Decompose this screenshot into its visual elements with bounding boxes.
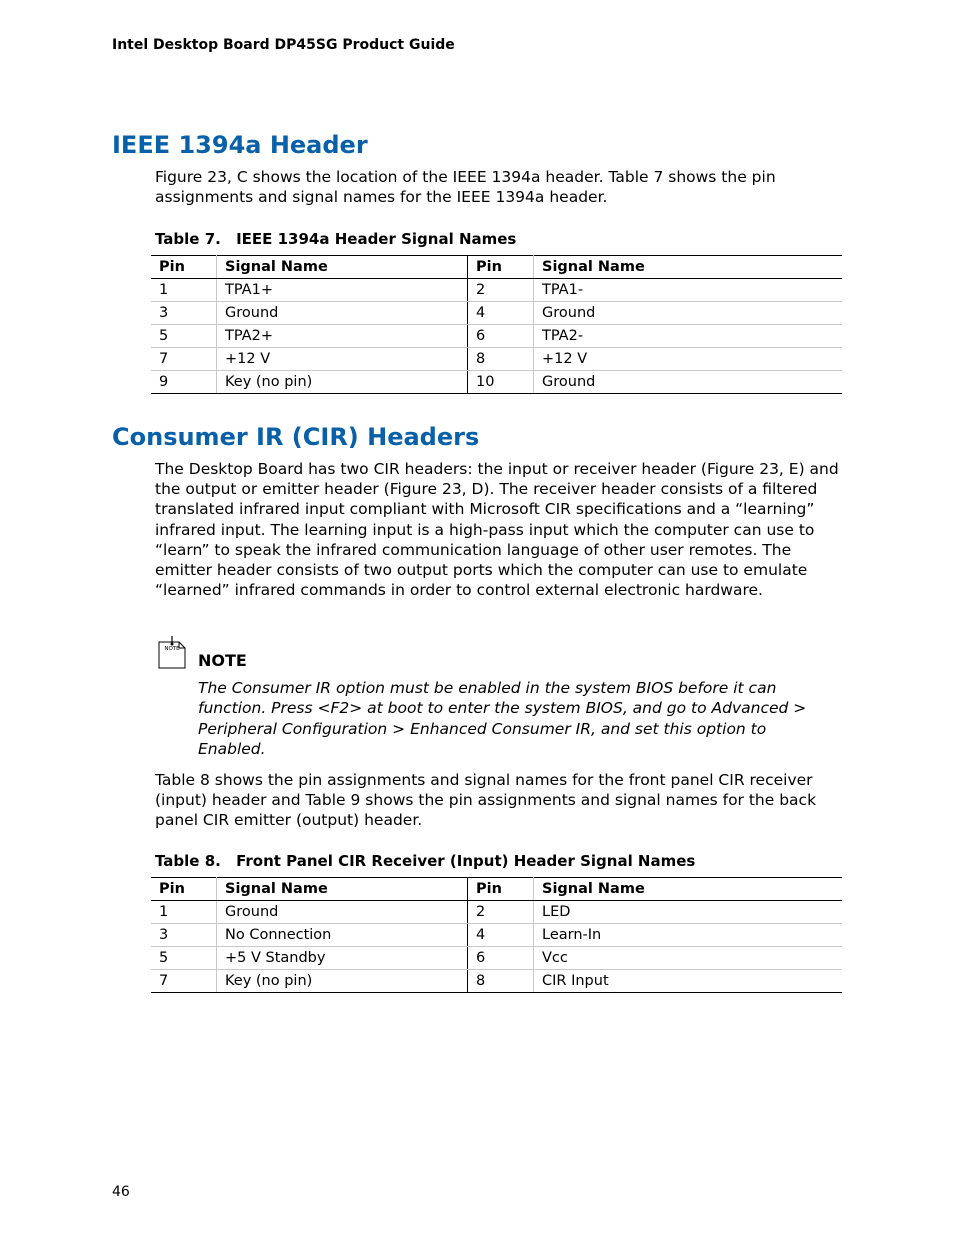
table-cell: Vcc [534,947,843,970]
table-cell: 5 [151,947,217,970]
table7-title: IEEE 1394a Header Signal Names [236,230,517,248]
cir-tables-paragraph: Table 8 shows the pin assignments and signal names for the front panel CIR receiver (input) header and Table 9 shows the pin assignments and signal names for the back panel CIR emitter (output) header. [155,771,817,830]
cir-intro-paragraph: The Desktop Board has two CIR headers: the input or receiver header (Figure 23, E) and the output or emitter header (Figure 23, D). The receiver header consists of a filtered translated infrared input compliant with Microsoft CIR specifications and a “learning” infrared input. The learning input is a high-pass input which the computer can use to “learn” to speak the infrared communication language of other user remotes. The emitter header consists of two output ports which the computer can use to emulate “learned” infrared commands in order to control external electronic hardware. [155,460,839,600]
page-number: 46 [112,1184,130,1200]
column-header: Pin [468,256,534,279]
table-cell: 3 [151,924,217,947]
table-cell: Ground [217,901,468,924]
table8-title: Front Panel CIR Receiver (Input) Header Signal Names [236,852,696,870]
table-cell: +5 V Standby [217,947,468,970]
table-cell: Key (no pin) [217,970,468,993]
table-cell: 9 [151,371,217,394]
section-heading-cir: Consumer IR (CIR) Headers [112,423,480,451]
table-header-row [151,256,842,279]
table-row [151,279,842,302]
table-row [151,970,842,993]
table7-number: Table 7. [155,230,221,248]
running-header: Intel Desktop Board DP45SG Product Guide [112,37,455,53]
table-row [151,325,842,348]
table8-cir-receiver-signals [151,877,842,993]
table-cell: TPA1+ [217,279,468,302]
table-cell: +12 V [217,348,468,371]
table-cell: 1 [151,901,217,924]
table-row [151,371,842,394]
table-cell: Learn-In [534,924,843,947]
table-cell: 3 [151,302,217,325]
table-cell: TPA1- [534,279,843,302]
column-header: Pin [468,878,534,901]
table-cell: 8 [468,970,534,993]
note-icon [157,636,187,670]
table-cell: 8 [468,348,534,371]
table-cell: Ground [217,302,468,325]
ieee1394a-intro-paragraph: Figure 23, C shows the location of the IEEE 1394a header. Table 7 shows the pin assignments and signal names for the IEEE 1394a header. [155,168,776,207]
table-cell: 5 [151,325,217,348]
note-label: NOTE [198,651,247,670]
table-cell: 6 [468,947,534,970]
column-header: Pin [151,256,217,279]
column-header: Pin [151,878,217,901]
table-row [151,302,842,325]
section-heading-ieee1394a: IEEE 1394a Header [112,131,368,159]
table-cell: Ground [534,371,843,394]
table-cell: CIR Input [534,970,843,993]
column-header: Signal Name [217,256,468,279]
column-header: Signal Name [534,256,843,279]
table-cell: LED [534,901,843,924]
table-row [151,947,842,970]
note-text: The Consumer IR option must be enabled in the system BIOS before it can function. Press <F2> at boot to enter the system BIOS, and go to Advanced > Peripheral Configuration > Enhanced Consumer IR, and set this option to Enabled. [198,679,807,758]
table-cell: 1 [151,279,217,302]
table-cell: 7 [151,348,217,371]
table-cell: 2 [468,279,534,302]
column-header: Signal Name [217,878,468,901]
table-cell: 4 [468,302,534,325]
table-row [151,901,842,924]
table7-caption [155,230,516,248]
table-cell: +12 V [534,348,843,371]
table-cell: TPA2- [534,325,843,348]
table-row [151,924,842,947]
table-cell: 6 [468,325,534,348]
table-cell: 7 [151,970,217,993]
table-cell: 2 [468,901,534,924]
table-cell: 4 [468,924,534,947]
table8-number: Table 8. [155,852,221,870]
table7-ieee1394a-signals [151,255,842,394]
table-cell: Key (no pin) [217,371,468,394]
table-cell: No Connection [217,924,468,947]
table-cell: Ground [534,302,843,325]
table-row [151,348,842,371]
table-cell: TPA2+ [217,325,468,348]
note-icon-text: NOTE [164,646,180,652]
table-header-row [151,878,842,901]
column-header: Signal Name [534,878,843,901]
table-cell: 10 [468,371,534,394]
table8-caption [155,852,695,870]
